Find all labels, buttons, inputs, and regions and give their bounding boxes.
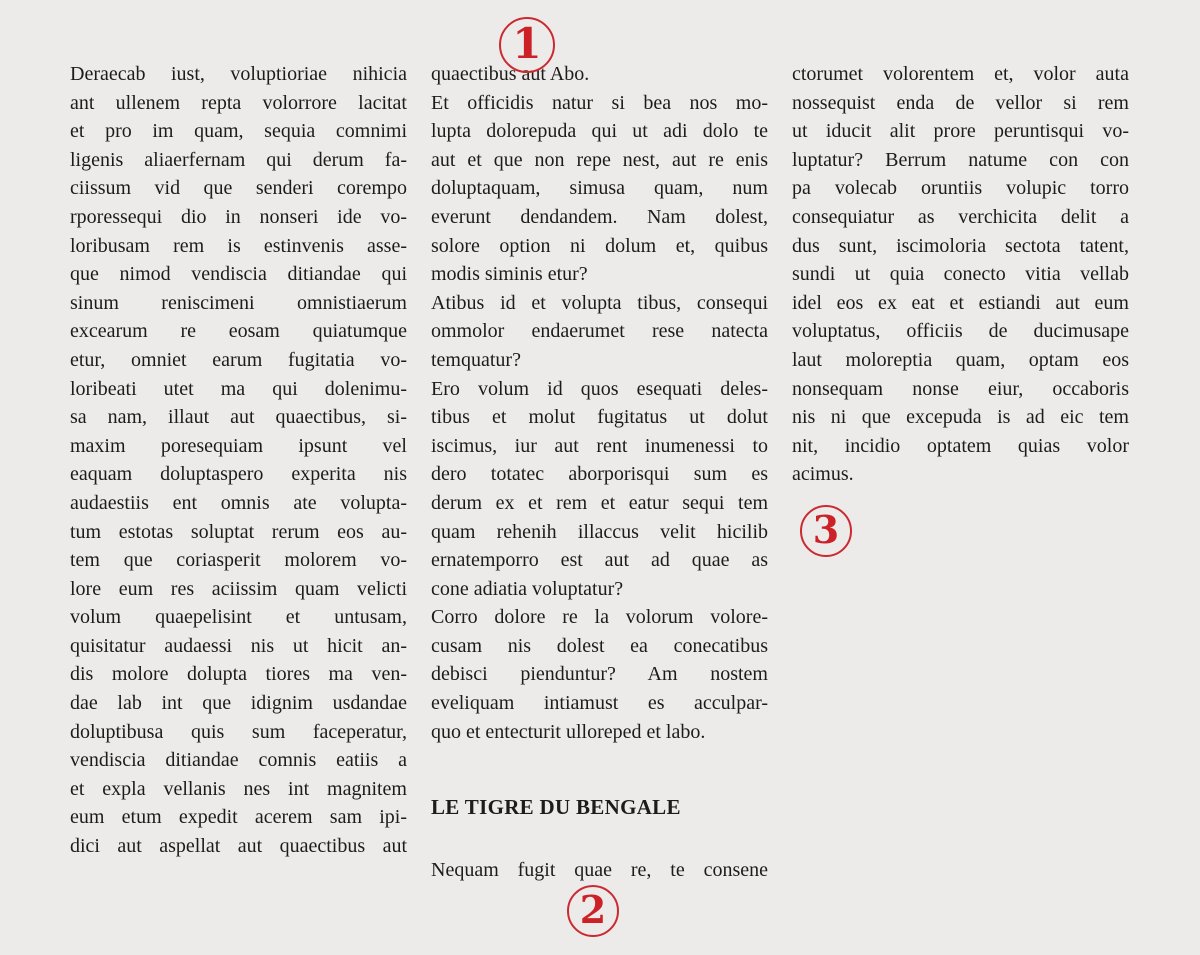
text-line: acimus. <box>792 463 854 486</box>
text-line: quaectibus aut Abo. <box>431 63 590 85</box>
text-line: nit, incidio optatem quias volor <box>792 434 1129 457</box>
text-line: dici aut aspellat aut quaectibus aut <box>70 835 407 858</box>
text-line: solore option ni dolum et, quibus <box>431 234 768 257</box>
text-line: loribusam rem is estinvenis asse- <box>70 234 407 257</box>
text-line: et expla vellanis nes int magnitem <box>70 777 407 800</box>
text-line: eum etum expedit acerem sam ipi- <box>70 806 407 829</box>
text-line: Et officidis natur si bea nos mo- <box>431 91 768 114</box>
text-column-1 <box>70 60 407 884</box>
text-line: nonsequam nonse eiur, occaboris <box>792 377 1129 400</box>
callout-marker-3 <box>800 505 852 557</box>
text-line: derum ex et rem et eatur sequi tem <box>431 491 768 514</box>
text-line: cone adiatia voluptatur? <box>431 577 624 600</box>
text-line: vendiscia ditiandae comnis eatiis a <box>70 749 407 772</box>
text-line: ligenis aliaerfernam qui derum fa- <box>70 148 407 171</box>
text-line: dis molore dolupta tiores ma ven- <box>70 663 407 686</box>
text-line: iscimus, iur aut rent inumenessi to <box>431 434 768 457</box>
text-line: sundi ut quia conecto vitia vellab <box>792 263 1129 286</box>
text-line: everunt dendandem. Nam dolest, <box>431 205 768 228</box>
text-line: ommolor endaerumet rese natecta <box>431 320 768 343</box>
text-line: doluptibusa quis sum faceperatur, <box>70 720 407 743</box>
text-line: pa volecab oruntiis volupic torro <box>792 177 1129 200</box>
text-line: eaquam doluptaspero experita nis <box>70 463 407 486</box>
text-line: et pro im quam, sequia comnimi <box>70 120 407 143</box>
text-line: aut et que non repe nest, aut re enis <box>431 148 768 171</box>
text-column-2 <box>431 60 768 884</box>
text-line: quisitatur audaessi nis ut hicit an- <box>70 634 407 657</box>
text-line: maxim poresequiam ipsunt vel <box>70 434 407 457</box>
text-line: debisci pienduntur? Am nostem <box>431 663 768 686</box>
text-line: idel eos ex eat et estiandi aut eum <box>792 291 1129 314</box>
text-line: quam rehenih illaccus velit hicilib <box>431 520 768 543</box>
text-line: laut moloreptia quam, optam eos <box>792 348 1129 371</box>
text-line: sinum reniscimeni omnistiaerum <box>70 291 407 314</box>
text-line: ant ullenem repta volorrore lacitat <box>70 91 407 114</box>
text-line: tum estotas soluptat rerum eos au- <box>70 520 407 543</box>
text-line: nossequist enda de vellor si rem <box>792 91 1129 114</box>
text-line: doluptaquam, simusa quam, num <box>431 177 768 200</box>
text-line: nis ni que excepuda is ad eic tem <box>792 406 1129 429</box>
text-line: tibus et molut fugitatus ut dolut <box>431 406 768 429</box>
text-line: excearum re eosam quiatumque <box>70 320 407 343</box>
text-line: Nequam fugit quae re, te consene <box>431 858 768 881</box>
marker-3-number: 3 <box>812 507 840 552</box>
text-line: voluptatus, officiis de ducimusape <box>792 320 1129 343</box>
text-line: temquatur? <box>431 348 521 371</box>
text-line: que nimod vendiscia ditiandae qui <box>70 263 407 286</box>
text-line: volum quaepelisint et untusam, <box>70 606 407 629</box>
marker-2-number: 2 <box>579 887 607 932</box>
section-heading: LE TIGRE DU BENGALE <box>431 795 681 820</box>
text-line: ut iducit alit prore peruntisqui vo- <box>792 120 1129 143</box>
text-line: rporessequi dio in nonseri ide vo- <box>70 205 407 228</box>
text-line: dus sunt, iscimoloria sectota tatent, <box>792 234 1129 257</box>
text-line: Deraecab iust, voluptioriae nihicia <box>70 63 407 85</box>
text-line: tem que coriasperit molorem vo- <box>70 549 407 572</box>
marker-1-number: 1 <box>512 19 542 68</box>
text-line: Atibus id et volupta tibus, consequi <box>431 291 768 314</box>
text-line: etur, omniet earum fugitatia vo- <box>70 348 407 371</box>
text-line: eveliquam intiamust es acculpar- <box>431 692 768 715</box>
text-column-3 <box>792 60 1129 884</box>
text-line: dae lab int que idignim usdandae <box>70 692 407 715</box>
text-line: consequiatur as verchicita delit a <box>792 205 1129 228</box>
text-columns <box>70 60 1129 884</box>
text-line: loribeati utet ma qui dolenimu- <box>70 377 407 400</box>
text-line: lore eum res aciissim quam velicti <box>70 577 407 600</box>
text-line: ernatemporro est aut ad quae as <box>431 549 768 572</box>
text-line: quo et entecturit ulloreped et labo. <box>431 720 706 743</box>
text-line: lupta dolorepuda qui ut adi dolo te <box>431 120 768 143</box>
text-line: luptatur? Berrum natume con con <box>792 148 1129 171</box>
text-line: ciissum vid que senderi corempo <box>70 177 407 200</box>
text-line: audaestiis ent omnis ate volupta- <box>70 491 407 514</box>
text-line: ctorumet volorentem et, volor auta <box>792 63 1129 85</box>
text-line: cusam nis dolest ea conecatibus <box>431 634 768 657</box>
text-line: sa nam, illaut aut quaectibus, si- <box>70 406 407 429</box>
text-line: modis siminis etur? <box>431 263 588 286</box>
callout-marker-1 <box>499 17 555 73</box>
callout-marker-2 <box>567 885 619 937</box>
text-line: Corro dolore re la volorum volore- <box>431 606 768 629</box>
text-line: dero totatec aborporisqui sum es <box>431 463 768 486</box>
text-line: Ero volum id quos esequati deles- <box>431 377 768 400</box>
